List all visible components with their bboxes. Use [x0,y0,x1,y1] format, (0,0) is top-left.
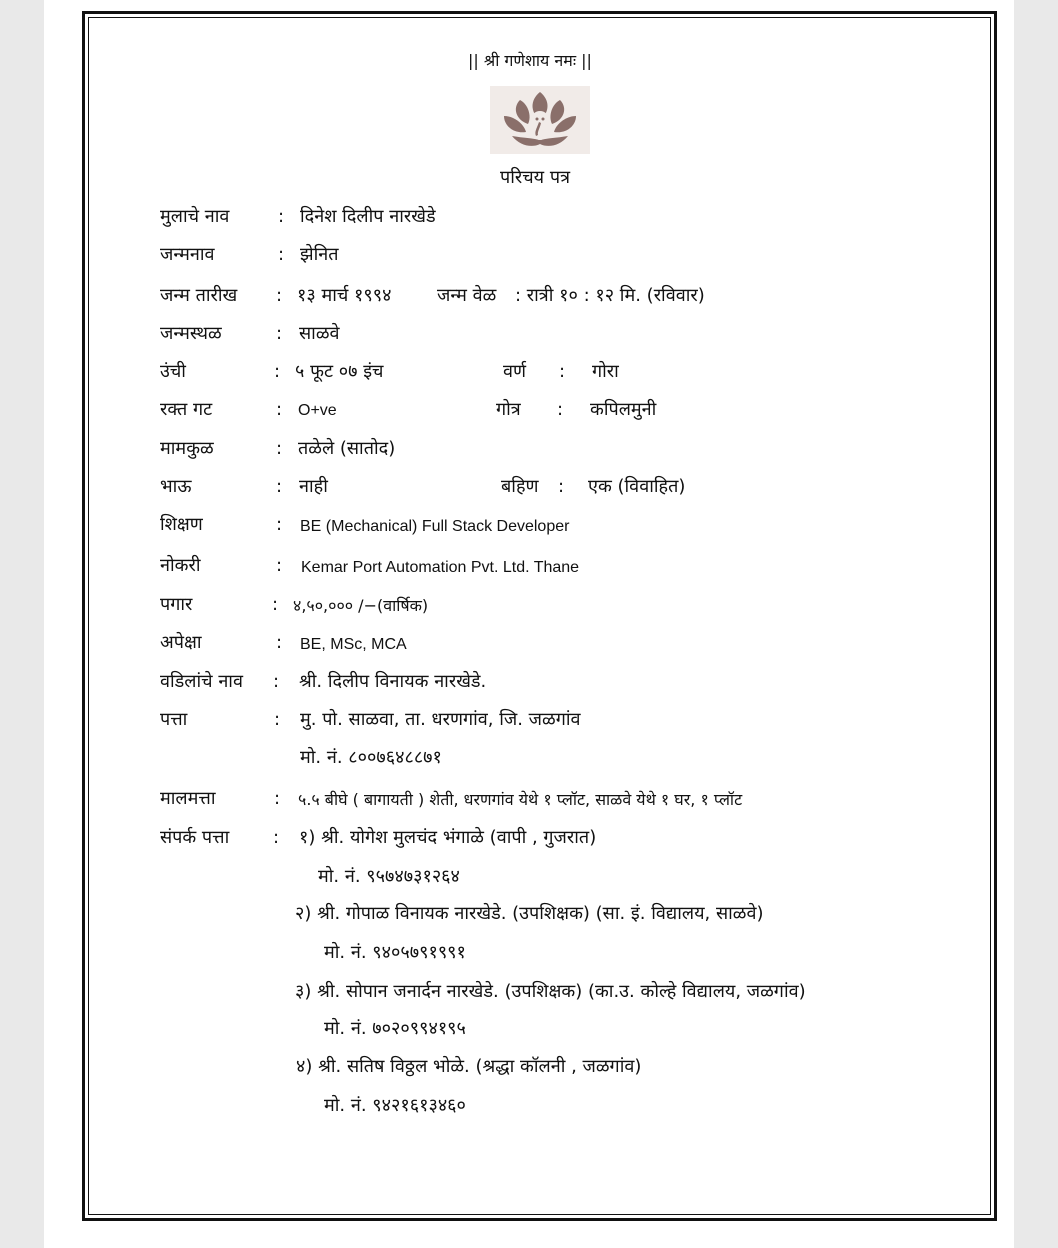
value-birth-name: झेनित [300,244,339,265]
label-salary: पगार [160,594,193,615]
contact-1: १) श्री. योगेश मुलचंद भंगाळे (वापी , गुजरात) [299,827,597,848]
label-birth-name: जन्मनाव [160,244,215,265]
separator: : [278,206,285,227]
separator: : [276,438,283,459]
label-expectation: अपेक्षा [160,632,202,653]
value-maternal-clan: तळेले (सातोद) [298,438,396,459]
page-border-inner [88,17,991,1215]
contact-4-phone: मो. नं. ९४२१६१३४६० [324,1095,466,1116]
label-address: पत्ता [160,709,188,730]
value-name: दिनेश दिलीप नारखेडे [300,206,436,227]
value-job: Kemar Port Automation Pvt. Ltd. Thane [301,559,580,576]
contact-4: ४) श्री. सतिष विठ्ठल भोळे. (श्रद्धा कॉलनी , जळगांव) [296,1056,642,1077]
separator: : [276,399,283,420]
label-birth-time: जन्म वेळ [437,285,497,306]
label-birth-place: जन्मस्थळ [160,323,222,344]
invocation-heading: || श्री गणेशाय नमः || [468,51,592,70]
value-address-phone: मो. नं. ८००७६४८८७१ [300,747,442,768]
ganesha-lotus-icon [490,86,590,154]
separator: : [276,285,283,306]
separator: : [276,632,283,653]
value-education: BE (Mechanical) Full Stack Developer [300,518,570,535]
separator: : [558,476,565,497]
label-sister: बहिण [501,476,539,497]
label-birth-date: जन्म तारीख [160,285,238,306]
separator: : [278,244,285,265]
label-contacts: संपर्क पत्ता [160,827,230,848]
separator: : [273,671,280,692]
label-blood-group: रक्त गट [160,399,213,420]
value-height: ५ फूट ०७ इंच [295,361,384,382]
separator: : [272,594,279,615]
label-complexion: वर्ण [503,361,527,382]
separator: : [274,361,281,382]
separator: : [276,476,283,497]
label-job: नोकरी [160,555,201,576]
contact-2: २) श्री. गोपाळ विनायक नारखेडे. (उपशिक्षक) (सा. इं. विद्यालय, साळवे) [295,903,764,924]
separator: : [276,323,283,344]
value-salary: ४,५०,००० /−(वार्षिक) [293,596,429,615]
value-address: मु. पो. साळवा, ता. धरणगांव, जि. जळगांव [300,709,581,730]
contact-3: ३) श्री. सोपान जनार्दन नारखेडे. (उपशिक्षक) (का.उ. कोल्हे विद्यालय, जळगांव) [295,981,806,1002]
value-expectation: BE, MSc, MCA [300,636,407,653]
document-title: परिचय पत्र [500,167,570,188]
separator: : [557,399,564,420]
value-blood-group: O+ve [298,402,337,419]
value-complexion: गोरा [592,361,619,382]
value-birth-time: : रात्री १० : १२ मि. (रविवार) [515,285,705,306]
value-birth-place: साळवे [299,323,340,344]
separator: : [274,709,281,730]
value-brother: नाही [299,476,328,497]
separator: : [276,514,283,535]
label-brother: भाऊ [160,476,192,497]
label-education: शिक्षण [160,514,203,535]
separator: : [559,361,566,382]
label-height: उंची [160,361,186,382]
value-father-name: श्री. दिलीप विनायक नारखेडे. [299,671,487,692]
separator: : [273,827,280,848]
value-birth-date: १३ मार्च १९९४ [297,285,392,306]
contact-3-phone: मो. नं. ७०२०९९४१९५ [324,1018,466,1039]
label-father-name: वडिलांचे नाव [160,671,243,692]
label-gotra: गोत्र [496,399,521,420]
value-property: ५.५ बीघे ( बागायती ) शेती, धरणगांव येथे १ प्लॉट, साळवे येथे १ घर, १ प्लॉट [298,790,743,809]
label-name: मुलाचे नाव [160,206,230,227]
label-maternal-clan: मामकुळ [160,438,214,459]
separator: : [274,788,281,809]
contact-1-phone: मो. नं. ९५७४७३१२६४ [318,866,460,887]
contact-2-phone: मो. नं. ९४०५७९१९९१ [324,942,466,963]
label-property: मालमत्ता [160,788,216,809]
value-sister: एक (विवाहित) [588,476,686,497]
value-gotra: कपिलमुनी [590,399,657,420]
separator: : [276,555,283,576]
